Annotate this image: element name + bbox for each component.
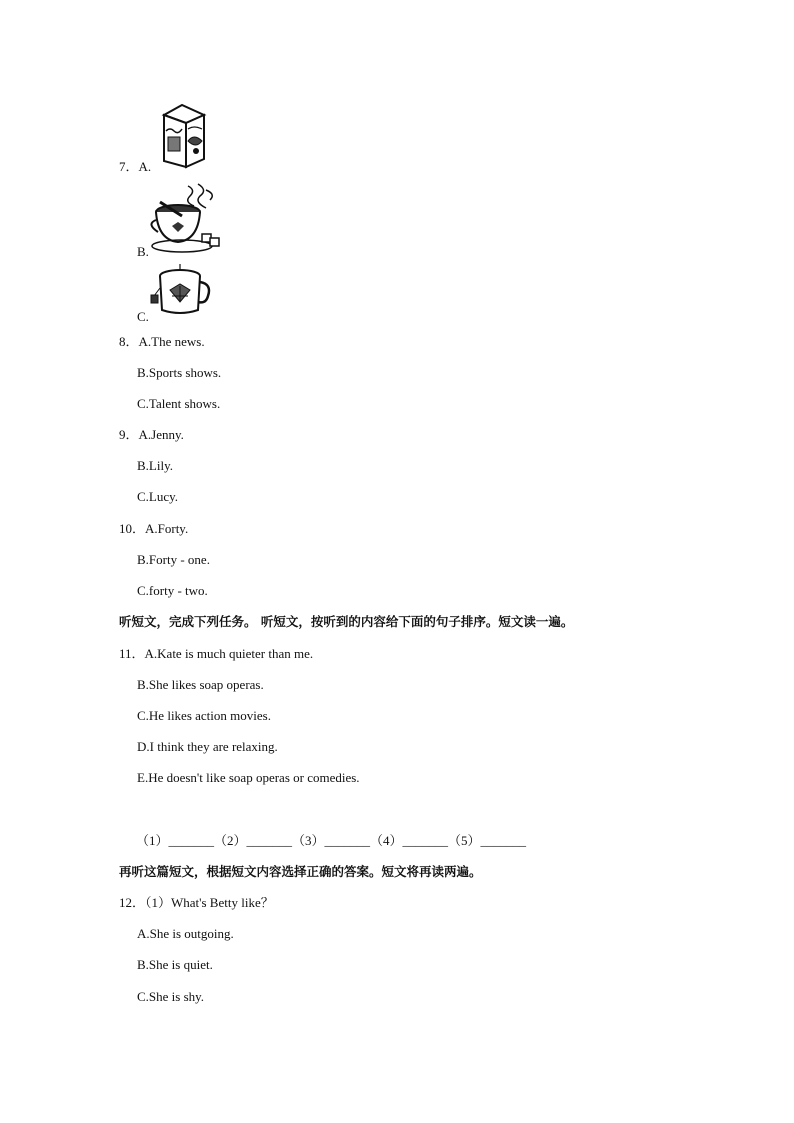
q8-option-a: 8．A.The news. <box>119 334 205 349</box>
coffee-cup-icon <box>150 182 224 254</box>
section-instruction-2: 再听这篇短文，根据短文内容选择正确的答案。短文将再读两遍。 <box>119 864 482 879</box>
milk-carton-icon <box>158 101 210 169</box>
q11-sentence-d: D.I think they are relaxing. <box>137 739 278 754</box>
q11-sentence-e: E.He doesn't like soap operas or comedies. <box>137 770 360 785</box>
tea-mug-image <box>150 262 212 318</box>
q7-option-c: C. <box>137 309 149 324</box>
q11-sentence-a: 11．A.Kate is much quieter than me. <box>119 646 314 661</box>
q10-option-b: B.Forty - one. <box>137 552 210 567</box>
q7-option-a-label: A. <box>138 159 152 174</box>
q12-question: 12．（1）What's Betty like？ <box>119 895 274 910</box>
section-instruction-1: 听短文，完成下列任务。 听短文，按听到的内容给下面的句子排序。短文读一遍。 <box>119 614 574 629</box>
order-answer-blanks[interactable]: （1）_______（2）_______（3）_______（4）_______（5）_______ <box>136 833 526 848</box>
q8-option-b: B.Sports shows. <box>137 365 222 380</box>
q12-option-c: C.She is shy. <box>137 989 205 1004</box>
q7-option-b: B. <box>137 244 149 259</box>
q12-option-a: A.She is outgoing. <box>137 926 234 941</box>
milk-carton-image <box>158 101 210 169</box>
q7-number: 7． <box>119 159 139 174</box>
q8-option-c: C.Talent shows. <box>137 396 221 411</box>
q10-option-a: 10．A.Forty. <box>119 521 189 536</box>
q9-option-b: B.Lily. <box>137 458 173 473</box>
q11-sentence-c: C.He likes action movies. <box>137 708 271 723</box>
q11-sentence-b: B.She likes soap operas. <box>137 677 264 692</box>
q9-option-c: C.Lucy. <box>137 489 179 504</box>
coffee-cup-image <box>150 182 224 254</box>
q9-option-a: 9．A.Jenny. <box>119 427 184 442</box>
q12-option-b: B.She is quiet. <box>137 957 213 972</box>
q10-option-c: C.forty - two. <box>137 583 208 598</box>
tea-mug-icon <box>150 262 212 318</box>
